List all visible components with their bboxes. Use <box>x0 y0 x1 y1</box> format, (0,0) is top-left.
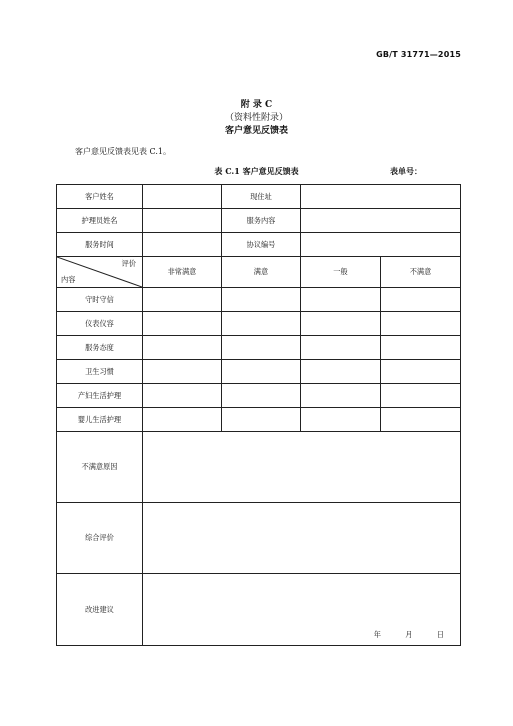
caregiver-name-label: 护理员姓名 <box>57 209 143 233</box>
service-time-label: 服务时间 <box>57 233 143 257</box>
diagonal-header-cell <box>57 257 143 288</box>
address-label: 现住址 <box>222 185 301 209</box>
rating-cell[interactable] <box>143 408 222 432</box>
rating-cell[interactable] <box>222 384 301 408</box>
rating-cell[interactable] <box>301 408 381 432</box>
rating-cell[interactable] <box>381 312 461 336</box>
info-row <box>57 209 461 233</box>
dissatisfied-reason-label: 不满意原因 <box>57 432 143 503</box>
rating-header-row <box>57 257 461 288</box>
month-label: 月 <box>405 630 413 640</box>
dissatisfied-reason-row <box>57 432 461 503</box>
diag-label-evaluation: 评价 <box>121 259 136 268</box>
rating-cell[interactable] <box>143 384 222 408</box>
criteria-label: 守时守信 <box>57 288 143 312</box>
day-label: 日 <box>436 630 444 640</box>
rating-option-neutral: 一般 <box>301 257 381 288</box>
criteria-label: 产妇生活护理 <box>57 384 143 408</box>
rating-cell[interactable] <box>301 336 381 360</box>
service-content-field[interactable] <box>301 209 461 233</box>
overall-evaluation-field[interactable] <box>143 503 461 574</box>
info-row <box>57 185 461 209</box>
rating-cell[interactable] <box>301 312 381 336</box>
year-label: 年 <box>373 630 381 640</box>
agreement-no-field[interactable] <box>301 233 461 257</box>
rating-cell[interactable] <box>222 312 301 336</box>
rating-cell[interactable] <box>301 384 381 408</box>
overall-evaluation-row <box>57 503 461 574</box>
caregiver-name-field[interactable] <box>143 209 222 233</box>
date-line <box>368 631 444 639</box>
form-number-label: 表单号： <box>390 166 422 176</box>
rating-cell[interactable] <box>381 288 461 312</box>
rating-cell[interactable] <box>381 384 461 408</box>
criteria-row <box>57 384 461 408</box>
rating-cell[interactable] <box>222 360 301 384</box>
overall-evaluation-label: 综合评价 <box>57 503 143 574</box>
diag-label-content: 内容 <box>61 275 76 285</box>
criteria-row <box>57 336 461 360</box>
rating-option-satisfied: 满意 <box>222 257 301 288</box>
rating-option-very-satisfied: 非常满意 <box>143 257 222 288</box>
criteria-row <box>57 408 461 432</box>
intro-text: 客户意见反馈表见表 C.1。 <box>75 147 172 156</box>
rating-cell[interactable] <box>222 408 301 432</box>
rating-cell[interactable] <box>381 408 461 432</box>
rating-cell[interactable] <box>143 360 222 384</box>
table-caption: 表 C.1 客户意见反馈表 <box>214 166 299 176</box>
rating-cell[interactable] <box>143 312 222 336</box>
rating-option-dissatisfied: 不满意 <box>381 257 461 288</box>
criteria-label: 婴儿生活护理 <box>57 408 143 432</box>
criteria-label: 服务态度 <box>57 336 143 360</box>
rating-cell[interactable] <box>222 288 301 312</box>
info-row <box>57 233 461 257</box>
appendix-name: 客户意见反馈表 <box>224 126 288 136</box>
customer-name-field[interactable] <box>143 185 222 209</box>
improvement-suggestion-field[interactable] <box>143 574 461 646</box>
rating-cell[interactable] <box>301 360 381 384</box>
improvement-suggestion-row <box>57 574 461 646</box>
rating-cell[interactable] <box>381 360 461 384</box>
feedback-form-table <box>56 184 461 646</box>
appendix-type: （资料性附录） <box>224 113 288 123</box>
agreement-no-label: 协议编号 <box>222 233 301 257</box>
standard-number: GB/T 31771—2015 <box>376 50 461 59</box>
rating-cell[interactable] <box>143 288 222 312</box>
address-field[interactable] <box>301 185 461 209</box>
customer-name-label: 客户姓名 <box>57 185 143 209</box>
rating-cell[interactable] <box>301 288 381 312</box>
service-content-label: 服务内容 <box>222 209 301 233</box>
rating-cell[interactable] <box>222 336 301 360</box>
improvement-suggestion-label: 改进建议 <box>57 574 143 646</box>
service-time-field[interactable] <box>143 233 222 257</box>
criteria-label: 卫生习惯 <box>57 360 143 384</box>
criteria-row <box>57 288 461 312</box>
rating-cell[interactable] <box>381 336 461 360</box>
appendix-title: 附 录 C <box>240 100 273 110</box>
rating-cell[interactable] <box>143 336 222 360</box>
criteria-row <box>57 312 461 336</box>
criteria-row <box>57 360 461 384</box>
criteria-label: 仪表仪容 <box>57 312 143 336</box>
dissatisfied-reason-field[interactable] <box>143 432 461 503</box>
